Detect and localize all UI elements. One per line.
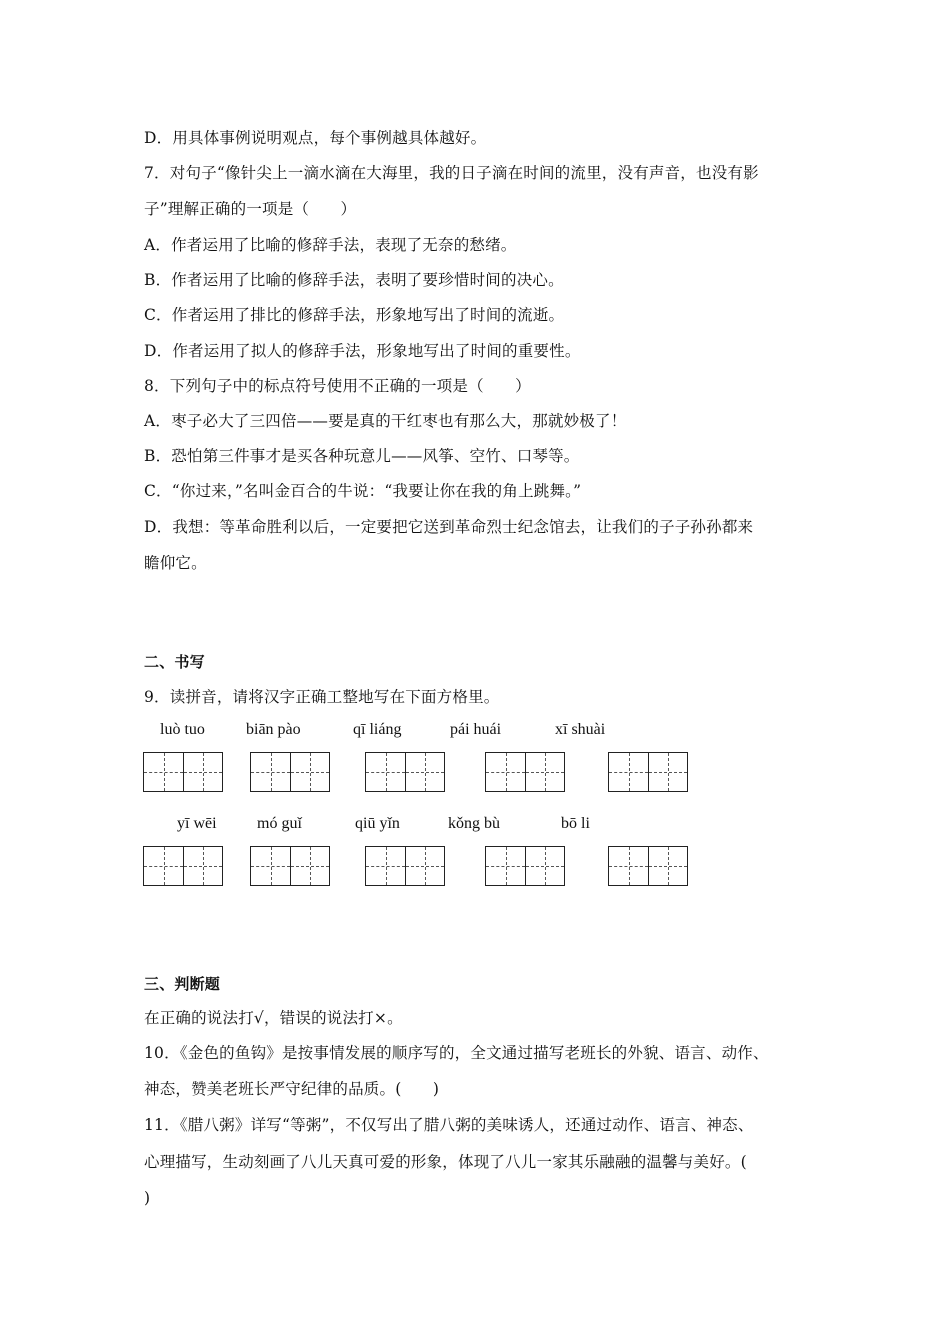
writing-grid[interactable] [608,846,688,886]
section-3-heading: 三、判断题 [144,975,221,993]
writing-cell[interactable] [405,847,444,885]
writing-grid[interactable] [250,752,330,792]
section-3-instruction: 在正确的说法打√，错误的说法打×。 [144,1009,403,1027]
writing-grid[interactable] [485,752,565,792]
pinyin-label: biān pào [246,721,301,738]
question-10-line1: 10．《金色的鱼钩》是按事情发展的顺序写的，全文通过描写老班长的外貌、语言、动作、 [144,1044,769,1062]
pinyin-label: qiū yǐn [355,815,400,832]
option-8a: A．枣子必大了三四倍——要是真的干红枣也有那么大，那就妙极了！ [144,412,627,430]
writing-cell[interactable] [648,847,687,885]
writing-cell[interactable] [486,847,525,885]
writing-cell[interactable] [251,753,290,791]
writing-cell[interactable] [648,753,687,791]
writing-grid[interactable] [143,846,223,886]
question-11-line2: 心理描写，生动刻画了八儿天真可爱的形象，体现了八儿一家其乐融融的温馨与美好。( [144,1153,747,1171]
option-8d-line2: 瞻仰它。 [144,554,207,572]
question-7-line1: 7．对句子“像针尖上一滴水滴在大海里，我的日子滴在时间的流里，没有声音，也没有影 [144,164,759,182]
writing-grid[interactable] [365,846,445,886]
writing-cell[interactable] [486,753,525,791]
writing-cell[interactable] [144,753,183,791]
writing-grid[interactable] [365,752,445,792]
writing-cell[interactable] [525,753,564,791]
writing-cell[interactable] [251,847,290,885]
pinyin-label: pái huái [450,721,502,738]
pinyin-label: xī shuài [555,721,606,738]
question-7-line2: 子”理解正确的一项是（ ） [144,200,357,218]
writing-cell[interactable] [144,847,183,885]
question-10-line2: 神态，赞美老班长严守纪律的品质。( ) [144,1080,440,1098]
option-8d-line1: D．我想：等革命胜利以后，一定要把它送到革命烈士纪念馆去，让我们的子子孙孙都来 [144,518,754,536]
pinyin-label: luò tuo [160,721,205,738]
option-8c: C．“你过来，”名叫金百合的牛说：“我要让你在我的角上跳舞。” [144,482,582,500]
pinyin-label: qī liáng [353,721,402,738]
option-7d: D．作者运用了拟人的修辞手法，形象地写出了时间的重要性。 [144,342,581,360]
question-9: 9．读拼音，请将汉字正确工整地写在下面方格里。 [144,688,500,706]
writing-grid[interactable] [143,752,223,792]
writing-cell[interactable] [525,847,564,885]
question-11-line3: ) [144,1189,151,1207]
option-7a: A．作者运用了比喻的修辞手法，表现了无奈的愁绪。 [144,236,517,254]
writing-cell[interactable] [405,753,444,791]
pinyin-label: yī wēi [177,815,217,832]
writing-grid[interactable] [608,752,688,792]
writing-grid[interactable] [250,846,330,886]
writing-cell[interactable] [609,847,648,885]
writing-cell[interactable] [183,753,222,791]
question-8: 8．下列句子中的标点符号使用不正确的一项是（ ） [144,377,531,395]
pinyin-label: kǒng bù [448,815,500,832]
writing-cell[interactable] [290,847,329,885]
writing-grid[interactable] [485,846,565,886]
pinyin-label: bō li [561,815,590,832]
section-2-heading: 二、书写 [144,653,205,671]
option-7c: C．作者运用了排比的修辞手法，形象地写出了时间的流逝。 [144,306,565,324]
writing-cell[interactable] [290,753,329,791]
question-11-line1: 11．《腊八粥》详写“等粥”，不仅写出了腊八粥的美味诱人，还通过动作、语言、神态、 [144,1116,754,1134]
option-8b: B．恐怕第三件事才是买各种玩意儿——风筝、空竹、口琴等。 [144,447,580,465]
writing-cell[interactable] [609,753,648,791]
option-7b: B．作者运用了比喻的修辞手法，表明了要珍惜时间的决心。 [144,271,564,289]
option-6d: D．用具体事例说明观点，每个事例越具体越好。 [144,129,487,147]
writing-cell[interactable] [366,847,405,885]
writing-cell[interactable] [183,847,222,885]
pinyin-label: mó guǐ [257,815,302,832]
writing-cell[interactable] [366,753,405,791]
